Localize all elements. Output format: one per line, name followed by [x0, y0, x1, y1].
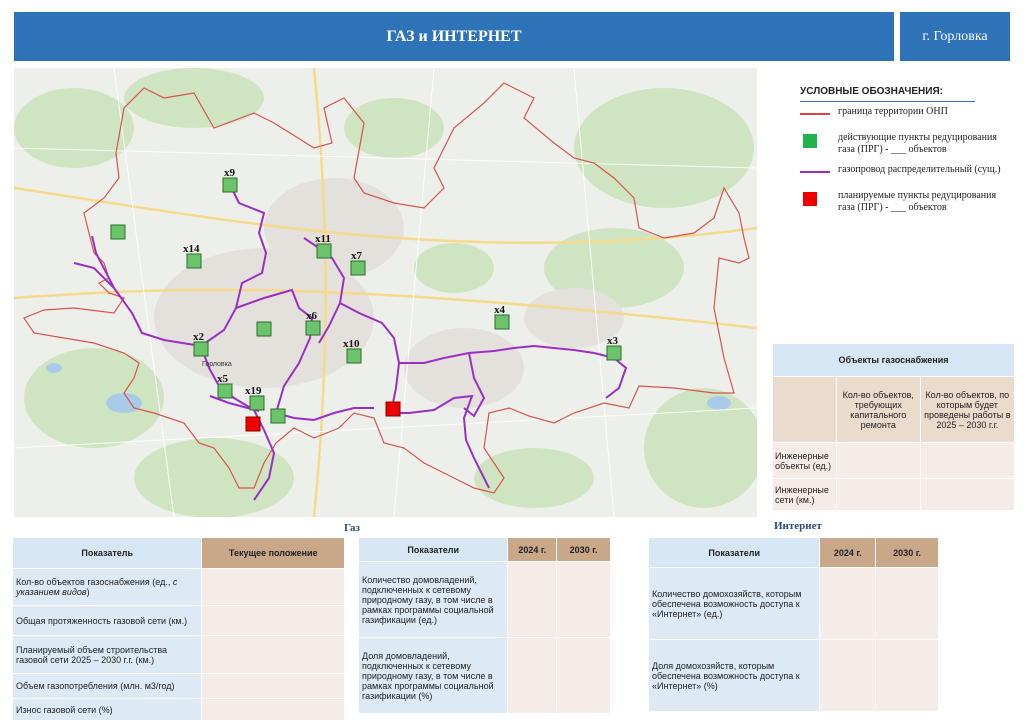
gas-household-row-label: Количество домовладений, подключенных к сетевому природному газу, в том числе в рамках программы социальной газификации (ед.)	[359, 562, 508, 638]
gas-household-cell[interactable]	[557, 562, 611, 638]
gas-indicators-table	[12, 537, 345, 721]
gas-value-cell[interactable]	[202, 674, 345, 699]
gas-row-label: Объем газопотребления (млн. м3/год)	[13, 674, 202, 699]
legend-item-pipeline	[800, 164, 1015, 182]
gas-table2-h3: 2030 г.	[557, 538, 611, 562]
objects-table	[772, 343, 1015, 511]
legend-label: газопровод распределительный (сущ.)	[838, 164, 1001, 175]
objects-table-title: Объекты газоснабжения	[773, 344, 1015, 377]
prg-label-x9: x9	[224, 167, 235, 179]
objects-row-label: Инженерные сети (км.)	[773, 479, 837, 511]
gas-table1-h2: Текущее положение	[202, 538, 345, 569]
gas-household-row-label: Доля домовладений, подключенных к сетевому природному газу, в том числе в рамках программы социальной газификации (%)	[359, 638, 508, 714]
legend-item-planned-prg	[800, 190, 1015, 214]
planned-prg-marker[interactable]	[386, 402, 400, 416]
gas-table2-h1: Показатели	[359, 538, 508, 562]
gas-row-label: Планируемый объем строительства газовой сети 2025 – 2030 г.г. (км.)	[13, 636, 202, 674]
legend-label: планируемые пункты редуцирования газа (ПРГ) - ___ объектов	[838, 190, 997, 213]
internet-h1: Показатели	[649, 538, 820, 568]
objects-table-col1: Кол-во объектов, требующих капитального ремонта	[836, 377, 920, 443]
place-label-gorlovka: Горловка	[202, 361, 232, 368]
objects-cell[interactable]	[920, 443, 1014, 479]
internet-section-title: Интернет	[774, 520, 822, 532]
prg-label-x6: x6	[306, 310, 317, 322]
prg-marker-x7[interactable]	[351, 261, 365, 275]
objects-cell[interactable]	[920, 479, 1014, 511]
prg-label-x4: x4	[494, 304, 505, 316]
gas-section-title: Газ	[344, 522, 360, 534]
prg-marker-x10[interactable]	[347, 349, 361, 363]
map-canvas	[14, 68, 757, 517]
legend-item-boundary	[800, 106, 1015, 124]
gas-row-label: Износ газовой сети (%)	[13, 699, 202, 721]
objects-row-label: Инженерные объекты (ед.)	[773, 443, 837, 479]
gas-row-label: Кол-во объектов газоснабжения (ед., с указанием видов)	[13, 569, 202, 606]
prg-marker-x6[interactable]	[306, 321, 320, 335]
internet-cell[interactable]	[876, 568, 939, 640]
gas-value-cell[interactable]	[202, 636, 345, 674]
green-square-icon	[803, 134, 817, 148]
gas-value-cell[interactable]	[202, 606, 345, 636]
internet-row-label: Доля домохозяйств, которым обеспечена возможность доступа к «Интернет» (%)	[649, 640, 820, 712]
legend-item-existing-prg	[800, 132, 1015, 156]
gas-row-label: Общая протяженность газовой сети (км.)	[13, 606, 202, 636]
prg-marker[interactable]	[111, 225, 125, 239]
boundary-line-icon	[800, 113, 830, 115]
prg-label-x11: x11	[315, 233, 331, 245]
prg-label-x19: x19	[245, 385, 262, 397]
internet-cell[interactable]	[820, 568, 876, 640]
prg-marker-x11[interactable]	[317, 244, 331, 258]
internet-h2: 2024 г.	[820, 538, 876, 568]
prg-label-x7: x7	[351, 250, 362, 262]
legend-label: действующие пункты редуцирования газа (ПРГ) - ___ объектов	[838, 132, 997, 155]
legend-divider	[800, 101, 975, 102]
prg-marker-x3[interactable]	[607, 346, 621, 360]
prg-label-x10: x10	[343, 338, 360, 350]
objects-cell[interactable]	[836, 443, 920, 479]
map-legend	[800, 86, 1015, 222]
prg-marker[interactable]	[257, 322, 271, 336]
gas-value-cell[interactable]	[202, 569, 345, 606]
gas-household-cell[interactable]	[508, 638, 557, 714]
prg-marker-x4[interactable]	[495, 315, 509, 329]
prg-label-x5: x5	[217, 373, 228, 385]
internet-h3: 2030 г.	[876, 538, 939, 568]
prg-marker-x2[interactable]	[194, 342, 208, 356]
gas-household-cell[interactable]	[557, 638, 611, 714]
internet-cell[interactable]	[820, 640, 876, 712]
objects-table-corner	[773, 377, 837, 443]
prg-marker-x14[interactable]	[187, 254, 201, 268]
prg-marker-x9[interactable]	[223, 178, 237, 192]
objects-table-col2: Кол-во объектов, по которым будет проведены работы в 2025 – 2030 г.г.	[920, 377, 1014, 443]
gas-table1-h1: Показатель	[13, 538, 202, 569]
internet-row-label: Количество домохозяйств, которым обеспечена возможность доступа к «Интернет» (ед.)	[649, 568, 820, 640]
prg-label-x2: x2	[193, 331, 204, 343]
prg-label-x3: x3	[607, 335, 618, 347]
prg-marker[interactable]	[271, 409, 285, 423]
red-square-icon	[803, 192, 817, 206]
gas-value-cell[interactable]	[202, 699, 345, 721]
objects-cell[interactable]	[836, 479, 920, 511]
legend-label: граница территории ОНП	[838, 106, 948, 117]
prg-label-x14: x14	[183, 243, 200, 255]
internet-cell[interactable]	[876, 640, 939, 712]
internet-table	[648, 537, 939, 712]
page-title-bar	[14, 12, 894, 61]
gas-table2-h2: 2024 г.	[508, 538, 557, 562]
gas-household-cell[interactable]	[508, 562, 557, 638]
gas-map[interactable]	[14, 68, 757, 517]
page-title: ГАЗ и ИНТЕРНЕТ	[386, 27, 522, 45]
pipeline-line-icon	[800, 171, 830, 173]
legend-title: УСЛОВНЫЕ ОБОЗНАЧЕНИЯ:	[800, 86, 943, 97]
city-name: г. Горловка	[922, 28, 988, 44]
city-badge	[900, 12, 1010, 61]
gas-households-table	[358, 537, 611, 714]
prg-marker-x19[interactable]	[250, 396, 264, 410]
planned-prg-marker[interactable]	[246, 417, 260, 431]
prg-marker-x5[interactable]	[218, 384, 232, 398]
